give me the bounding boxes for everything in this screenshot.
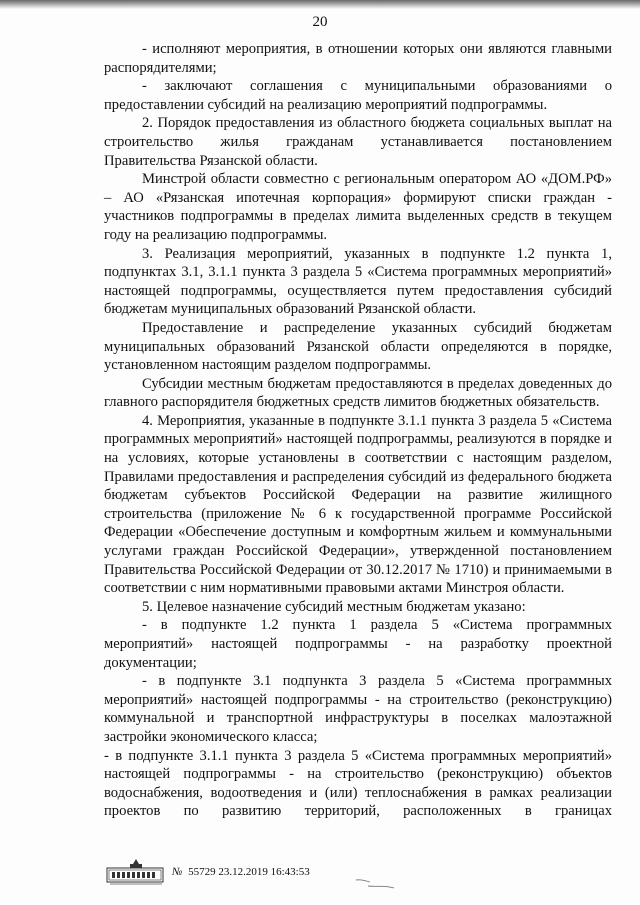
scan-edge [0, 0, 640, 9]
paragraph: - в подпункте 3.1 подпункта 3 раздела 5 «Система программных мероприятий» настоящей подпрограммы - на строительство (реконструкцию) коммунальной и транспортной инфраструктуры в поселках малоэтажной застройки экономического класса; [104, 673, 612, 745]
paragraph: Предоставление и распределение указанных субсидий бюджетам муниципальных образований Рязанской области определяются в порядке, установленном настоящим разделом подпрограммы. [104, 319, 612, 374]
footer [104, 858, 612, 890]
paragraph: Субсидии местным бюджетам предоставляются в пределах доведенных до главного распорядителя бюджетных средств лимитов бюджетных обязательств. [104, 375, 612, 411]
document-body [104, 40, 612, 821]
number-sign: № [172, 866, 183, 878]
page-number: 20 [312, 14, 328, 30]
paragraph: Минстрой области совместно с региональным оператором АО «ДОМ.РФ» – АО «Рязанская ипотечная корпорация» формируют списки граждан - участников подпрограммы в пределах лимита выделенных средств в текущем году на реализацию подпрограммы. [104, 171, 612, 243]
paragraph: - в подпункте 1.2 пункта 1 раздела 5 «Система программных мероприятий» настоящей подпрограммы - на разработку проектной документации; [104, 617, 612, 671]
document-number: 55729 [188, 866, 216, 878]
paragraph: 2. Порядок предоставления из областного бюджета социальных выплат на строительство жилья гражданам устанавливается постановлением Правительства Рязанской области. [104, 115, 612, 169]
document-registration [172, 866, 310, 878]
paragraph: - исполняют мероприятия, в отношении которых они являются главными распорядителями; [104, 41, 612, 76]
pen-mark-icon [354, 876, 396, 890]
document-datetime: 23.12.2019 16:43:53 [218, 866, 310, 878]
paragraph: - в подпункте 3.1.1 пункта 3 раздела 5 «Система программных мероприятий» настоящей подпрограммы - на строительство (реконструкцию) объектов водоснабжения, водоотведения и (или) теплоснабжения в рамках реализации проектов по развитию территорий, расположенных в границах [104, 747, 612, 820]
paragraph: - заключают соглашения с муниципальными образованиями о предоставлении субсидий на реализацию мероприятий подпрограммы. [104, 78, 612, 113]
paragraph: 4. Мероприятия, указанные в подпункте 3.1.1 пункта 3 раздела 5 «Система программных мероприятий» настоящей подпрограммы, реализуются в порядке и на условиях, которые установлены в соответствии с настоящим разделом, Правилами предоставления и распределения субсидий из федерального бюджета бюджетам субъектов Российской Федерации на развитие жилищного строительства (приложение № 6 к государственной программе Российской Федерации «Обеспечение доступным и комфортным жильем и коммунальными услугами граждан Российской Федерации», утвержденной постановлением Правительства Российской Федерации от 30.12.2017 № 1710) и принимаемыми в соответствии с ним нормативными правовыми актами Минстроя области. [104, 412, 612, 597]
government-seal-icon [106, 858, 166, 886]
paragraph: 5. Целевое назначение субсидий местным бюджетам указано: [142, 598, 526, 615]
paragraph: 3. Реализация мероприятий, указанных в подпункте 1.2 пункта 1, подпунктах 3.1, 3.1.1 пункта 3 раздела 5 «Система программных мероприятий» настоящей подпрограммы, осуществляется путем предоставления субсидий бюджетам муниципальных образований Рязанской области. [104, 245, 612, 318]
